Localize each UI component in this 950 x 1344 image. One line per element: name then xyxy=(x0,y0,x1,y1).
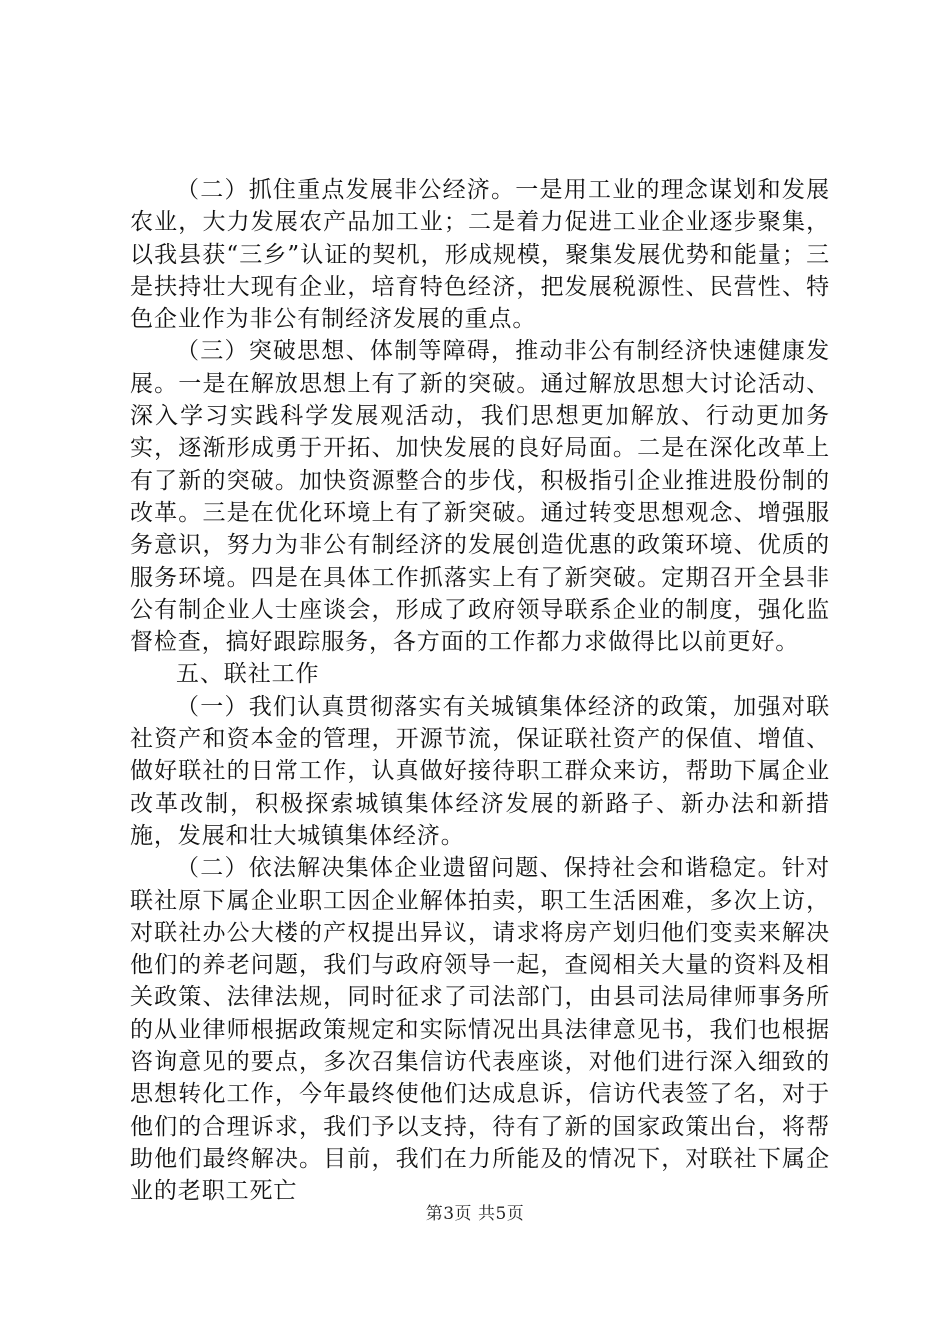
paragraph-collective-economy: （一）我们认真贯彻落实有关城镇集体经济的政策，加强对联社资产和资本金的管理，开源节流，保证联社资产的保值、增值、做好联社的日常工作，认真做好接待职工群众来访，帮助下属企业改革改制，积极探索城镇集体经济发展的新路子、新办法和新措施，发展和壮大城镇集体经济。 xyxy=(130,693,830,849)
section-heading: 五、联社工作 xyxy=(176,661,320,688)
page-footer: 第3页 共5页 xyxy=(425,1204,525,1224)
paragraph-breakthrough: （三）突破思想、体制等障碍，推动非公有制经济快速健康发展。一是在解放思想上有了新的突破。通过解放思想大讨论活动、深入学习实践科学发展观活动，我们思想更加解放、行动更加务实，逐渐形成勇于开拓、加快发展的良好局面。二是在深化改革上有了新的突破。加快资源整合的步伐，积极指引企业推进股份制的改革。三是在优化环境上有了新突破。通过转变思想观念、增强服务意识，努力为非公有制经济的发展创造优惠的政策环境、优质的服务环境。四是在具体工作抓落实上有了新突破。定期召开全县非公有制企业人士座谈会，形成了政府领导联系企业的制度，强化监督检查，搞好跟踪服务，各方面的工作都力求做得比以前更好。 xyxy=(130,338,830,656)
paragraph-legacy-issues: （二）依法解决集体企业遗留问题、保持社会和谐稳定。针对联社原下属企业职工因企业解体拍卖，职工生活困难，多次上访，对联社办公大楼的产权提出异议，请求将房产划归他们变卖来解决他们的养老问题，我们与政府领导一起，查阅相关大量的资料及相关政策、法律法规，同时征求了司法部门，由县司法局律师事务所的从业律师根据政策规定和实际情况出具法律意见书，我们也根据咨询意见的要点，多次召集信访代表座谈，对他们进行深入细致的思想转化工作，今年最终使他们达成息诉，信访代表签了名，对于他们的合理诉求，我们予以支持，待有了新的国家政策出台，将帮助他们最终解决。目前，我们在力所能及的情况下，对联社下属企业的老职工死亡 xyxy=(130,855,830,1205)
paragraph-key-development: （二）抓住重点发展非公经济。一是用工业的理念谋划和发展农业，大力发展农产品加工业；二是着力促进工业企业逐步聚集，以我县获“三乡”认证的契机，形成规模，聚集发展优势和能量；三是扶持壮大现有企业，培育特色经济，把发展税源性、民营性、特色企业作为非公有制经济发展的重点。 xyxy=(130,177,830,333)
document-body xyxy=(130,174,830,1208)
